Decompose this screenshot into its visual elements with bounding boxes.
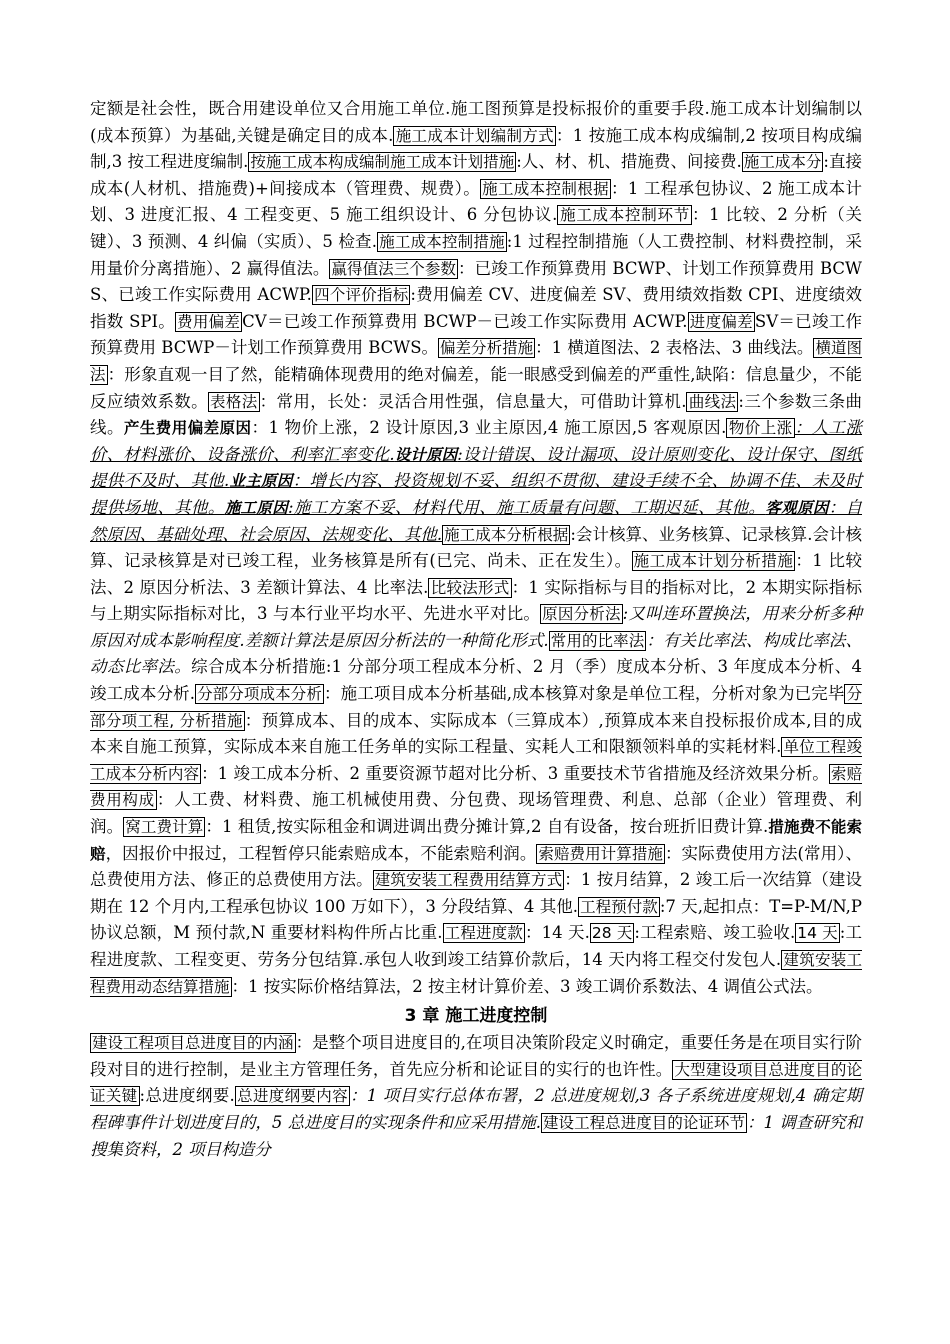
keyword-box: 物价上涨 — [728, 419, 793, 438]
keyword-box: 索赔费用计算措施 — [538, 844, 663, 863]
text-run: ：1 工程承包协议、2 施工成本计划、3 进度汇报、4 工程变更、5 施工组织设计、6 分包协议. — [90, 178, 862, 225]
text-run: ：预算成本、目的成本、实际成本（三算成本）,预算成本来自投标报价成本,目的成本来自施工预算，实际成本来自施工任务单的实际工程量、实耗人工和限额领料单的实耗材料. — [90, 710, 862, 757]
underlined-italic-text: :施工方案不妥、材料代用、施工质量有问题、工期迟延、其他。 — [288, 497, 766, 517]
keyword-box: 表格法 — [210, 392, 258, 411]
text-run: ：1 物价上涨，2 设计原因,3 业主原因,4 施工原因,5 客观原因. — [251, 418, 727, 438]
text-run: ：1 竣工成本分析、2 重要资源节超对比分析、3 重要技术节省措施及经济效果分析。 — [201, 763, 829, 783]
bold-term: 措施费不能索赔 — [90, 818, 862, 863]
keyword-box: 施工成本计划编制方式 — [395, 126, 554, 145]
text-run: ：1 横道图法、2 表格法、3 曲线法。 — [535, 338, 814, 358]
underlined-bold-term: 客观原因 — [765, 498, 829, 517]
italic-text: :又叫连环置换法，用来分析多种原因对成本影响程度.差额计算法是原因分析法的一种简化形式. — [90, 604, 862, 650]
bold-term: 产生费用偏差原因 — [123, 419, 252, 438]
keyword-box: 偏差分析措施 — [440, 339, 534, 358]
keyword-box: 施工成本控制措施 — [379, 232, 505, 251]
keyword-box: 工程进度款 — [444, 924, 523, 943]
text-run: 综合成本分析措施:1 分部分项工程成本分析、2 月（季）度成本分析、3 年度成本分析、4 竣工成本分析. — [90, 657, 862, 704]
text-run: ：14 天. — [524, 923, 590, 943]
text-run: :人、材、机、措施费、间接费. — [516, 152, 742, 172]
keyword-box: 窝工费计算 — [125, 818, 204, 837]
paragraph-cost-control — [90, 99, 862, 996]
italic-text: ：1 项目实行总体布署，2 总进度规划,3 各子系统进度规划,4 确定期程碑事件计划进度目的，5 总进度目的实现条件和应采用措施. — [90, 1086, 862, 1132]
keyword-box: 施工成本分 — [743, 153, 822, 172]
keyword-box: 赢得值法三个参数 — [331, 259, 456, 278]
text-run: ：1 比较法、2 原因分析法、3 差额计算法、4 比率法. — [90, 551, 862, 597]
keyword-box: 单位工程竣工成本分析内容 — [90, 738, 862, 783]
text-run: :总进度纲要. — [139, 1086, 235, 1106]
keyword-box: 总进度纲要内容 — [236, 1087, 348, 1106]
underlined-italic-text: ：人工涨价、材料涨价、设备涨价、利率汇率变化. — [90, 418, 862, 464]
keyword-box: 原因分析法 — [542, 605, 621, 624]
text-run: ：1 按实际价格结算法，2 按主材计算价差、3 竣工调价系数法、4 调值公式法。 — [231, 976, 823, 996]
keyword-box: 建设工程总进度目的论证环节 — [542, 1113, 746, 1132]
text-run: ：实际费使用方法(常用）、总费使用方法、修正的总费使用方法。 — [90, 843, 862, 890]
underlined-italic-text: ：增长内容、投资规划不妥、组织不贯彻、建设手续不全、协调不佳、未及时提供场地、其他。 — [90, 471, 862, 517]
keyword-box: 分部分项成本分析 — [196, 685, 323, 704]
text-run: :工程进度款、工程变更、劳务分包结算.承包人收到竣工结算价款后，14 天内将工程交付发包人. — [90, 923, 862, 969]
keyword-box: 比较法形式 — [430, 578, 510, 597]
text-run: :7 天,起扣点：T=P-M/N,P 协议总额，M 预付款,N 重要材料构件所占比重. — [90, 896, 862, 943]
keyword-box: 按施工成本构成编制施工成本计划措施 — [250, 153, 515, 172]
keyword-box: 施工成本控制环节 — [559, 206, 690, 225]
italic-text: ：有关比率法、构成比率法、动态比率法。 — [90, 630, 862, 677]
text-run: ：是整个项目进度目的,在项目决策阶段定义时确定，重要任务是在项目实行阶段对目的进行控制，是业主方管理任务，首先应分析和论证目的实行的也许性。 — [90, 1033, 862, 1079]
underlined-bold-term: 业主原因 — [229, 472, 293, 491]
keyword-box: 大型建设项目总进度目的论证关键 — [90, 1060, 862, 1106]
keyword-box: 施工成本分析根据 — [444, 525, 569, 544]
keyword-box: 建筑安装工程费用动态结算措施 — [90, 951, 862, 996]
text-run: :三个参数三条曲线。 — [90, 391, 863, 438]
text-run: SV＝已竣工作预算费用 BCWP－计划工作预算费用 BCWS。 — [90, 311, 862, 358]
chapter-heading: 3 章 施工进度控制 — [404, 1006, 548, 1027]
text-run: :费用偏差 CV、进度偏差 SV、费用绩效指数 CPI、进度绩效指数 SPI。 — [90, 285, 862, 331]
text-run: ：1 租赁,按实际租金和调进调出费分摊计算,2 自有设备，按台班折旧费计算. — [205, 817, 769, 837]
keyword-box: 建设工程项目总进度目的内涵 — [92, 1034, 294, 1053]
document-body — [90, 96, 862, 1163]
underlined-bold-term: 设计原因 — [394, 445, 458, 464]
keyword-box: 工程预付款 — [580, 897, 658, 916]
text-run: ：常用，长处：灵活合用性强，信息量大，可借助计算机. — [259, 391, 687, 411]
keyword-box: 28 天 — [591, 924, 633, 943]
text-run: ：形象直观一目了然，能精确体现费用的绝对偏差，能一眼感受到偏差的严重性,缺陷：信息量少，不能反应绩效系数。 — [90, 364, 862, 411]
paragraph-schedule-control — [90, 1033, 862, 1158]
text-run: ：人工费、材料费、施工机械使用费、分包费、现场管理费、利息、总部（企业）管理费、利润。 — [90, 790, 862, 837]
text-run: ：已竣工作预算费用 BCWP、计划工作预算费用 BCWS、已竣工作实际费用 ACWP. — [90, 258, 862, 305]
text-run: ：1 按月结算，2 竣工后一次结算（建设期在 12 个月内,工程承包协议 100 万如下），3 分段结算、4 其他. — [90, 870, 862, 916]
text-run: 定额是社会性，既合用建设单位又合用施工单位.施工图预算是投标报价的重要手段.施工成本计划编制以(成本预算）为基础,关键是确定目的成本. — [90, 99, 862, 145]
keyword-box: 常用的比率法 — [550, 631, 645, 650]
text-run: :会计核算、业务核算、记录核算.会计核算、记录核算是对已竣工程，业务核算是所有(已完、尚未、正在发生）。 — [90, 524, 862, 571]
keyword-box: 施工成本计划分析措施 — [633, 552, 794, 571]
keyword-box: 14 天 — [797, 924, 838, 943]
underlined-italic-text: :设计错误、设计漏项、设计原则变化、设计保守、图纸提供不及时、其他. — [90, 444, 862, 491]
text-run: ：施工项目成本分析基础,成本核算对象是单位工程，分析对象为已完毕 — [324, 684, 845, 704]
keyword-box: 进度偏差 — [689, 312, 753, 331]
italic-text: ：1 调查研究和搜集资料，2 项目构造分 — [90, 1112, 862, 1159]
text-run: :工程索赔、竣工验收. — [634, 923, 796, 943]
text-run: ：1 实际指标与目的指标对比，2 本期实际指标与上期实际指标对比，3 与本行业平均水平、先进水平对比。 — [90, 577, 862, 624]
underlined-bold-term: 施工原因 — [224, 498, 289, 517]
underlined-italic-text: ：自然原因、基础处理、社会原因、法规变化、其他. — [90, 497, 862, 544]
text-run: CV＝已竣工作预算费用 BCWP－已竣工作实际费用 ACWP. — [242, 311, 688, 331]
text-run: :1 过程控制措施（人工费控制、材料费控制，采用量价分离措施）、2 赢得值法。 — [90, 231, 862, 278]
keyword-box: 施工成本控制根据 — [482, 179, 609, 198]
text-run: ：1 比较、2 分析（关键）、3 预测、4 纠偏（实质）、5 检查. — [90, 205, 862, 251]
text-run: ，因报价中报过，工程暂停只能索赔成本，不能索赔利润。 — [105, 843, 537, 863]
keyword-box: 索赔费用构成 — [90, 764, 862, 810]
keyword-box: 费用偏差 — [177, 312, 241, 331]
text-run: ：1 按施工成本构成编制,2 按项目构成编制,3 按工程进度编制. — [90, 125, 862, 172]
keyword-box: 横道图法 — [90, 339, 862, 384]
keyword-box: 四个评价指标 — [313, 286, 409, 305]
keyword-box: 建筑安装工程费用结算方式 — [374, 871, 563, 890]
keyword-box: 分部分项工程, 分析措施 — [90, 685, 862, 730]
keyword-box: 曲线法 — [688, 392, 737, 411]
text-run: :直接成本(人材机、措施费)+间接成本（管理费、规费）。 — [90, 152, 862, 198]
